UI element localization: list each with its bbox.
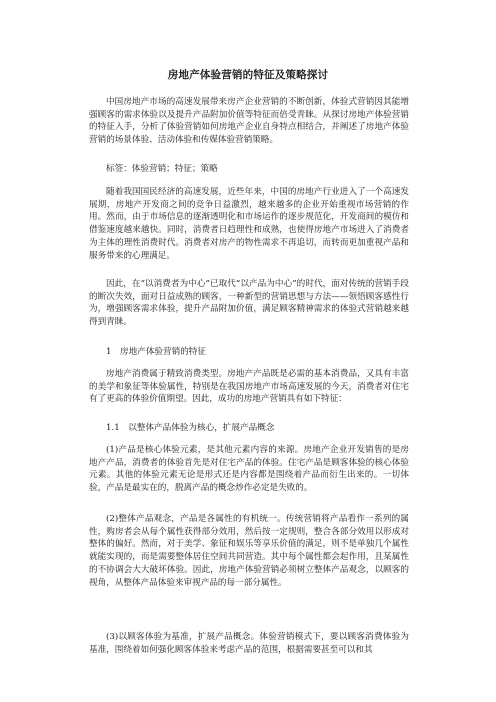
intro-paragraph-2: 因此，在“以消费者为中心”已取代“以产品为中心”的时代，面对传统的营销手段的断次失效，面对日益成熟的顾客，一种新型的营销思想与方法——领悟顾客感性行为，增强顾客需求体验，提升产品附加价值，满足顾客精神需求的体验式营销越来越得到青睐。 <box>89 279 409 328</box>
subsection-heading-1-1: 1.1 以整体产品体验为核心，扩展产品概念 <box>106 423 275 433</box>
section-1-paragraph: 房地产消费属于精致消费类型。房地产产品既是必需的基本消费品，又具有丰富的美学和象征等体验属性，特别是在我国房地产市场高速发展的今天，消费者对住宅有了更高的体验价值期望。因此，成功的房地产营销具有如下特征： <box>89 369 409 405</box>
section-heading-1: 1 房地产体验营销的特征 <box>106 347 206 357</box>
keywords-line: 标签：体验营销；特征；策略 <box>106 164 218 174</box>
intro-paragraph-1: 随着我国国民经济的高速发展，近些年来，中国的房地产行业进入了一个高速发展期，房地产开发商之间的竞争日益激烈，越来越多的企业开始重视市场营销的作用。然而，由于市场信息的逐渐透明化和市场运作的逐步规范化，开发商间的模仿和借鉴速度越来越快。同时，消费者日趋理性和成熟，也使得房地产市场进入了消费者为主体的理性消费时代。消费者对房产的物性需求不再追切，而转而更加重视产品和服务带来的心理满足。 <box>89 187 409 261</box>
point-3-paragraph: (3)以顾客体验为基准，扩展产品概念。体验营销模式下，要以顾客消费体验为基准，围绕着如何强化顾客体验来考虑产品的范围，根据需要甚至可以和其 <box>89 632 409 655</box>
point-1-paragraph: (1)产品是核心体验元素，是其他元素内容的来源。房地产企业开发销售的是房地产产品，消费者的体验首先是对住宅产品的体验。住宅产品是顾客体验的核心体验元素。其他的体验元素无论是形式还是内容都是围绕着产品而衍生出来的。一切体验，产品是最实在的，脱离产品的概念炒作必定是失败的。 <box>89 445 409 494</box>
abstract-paragraph: 中国房地产市场的高速发展带来房产企业营销的不断创新，体验式营销因其能增强顾客的需求体验以及提升产品附加价值等特征而倍受青睐。从探讨房地产体验营销的特征入手，分析了体验营销如何房地产企业自身特点相结合，并阐述了房地产体验营销的场景体验、活动体验和传媒体验营销策略。 <box>89 97 409 146</box>
document-title: 房地产体验营销的特征及策略探讨 <box>167 69 329 81</box>
point-2-paragraph: (2)整体产品观念，产品是各属性的有机统一。传统营销将产品看作一系列的属性，购房者会从每个属性获得部分效用，然后按一定规则，整合各部分效用以形成对整体的偏好。然而，对于美学、象征和娱乐等享乐价值的满足，则不是单独几个属性就能实现的，而是需要整体居住空间共同营造。其中每个属性都会起作用，且某属性的不协调会大大破坏体验。因此，房地产体验营销必须树立整体产品观念，以顾客的视角，从整体产品体验来审视产品的每一部分属性。 <box>89 514 409 588</box>
